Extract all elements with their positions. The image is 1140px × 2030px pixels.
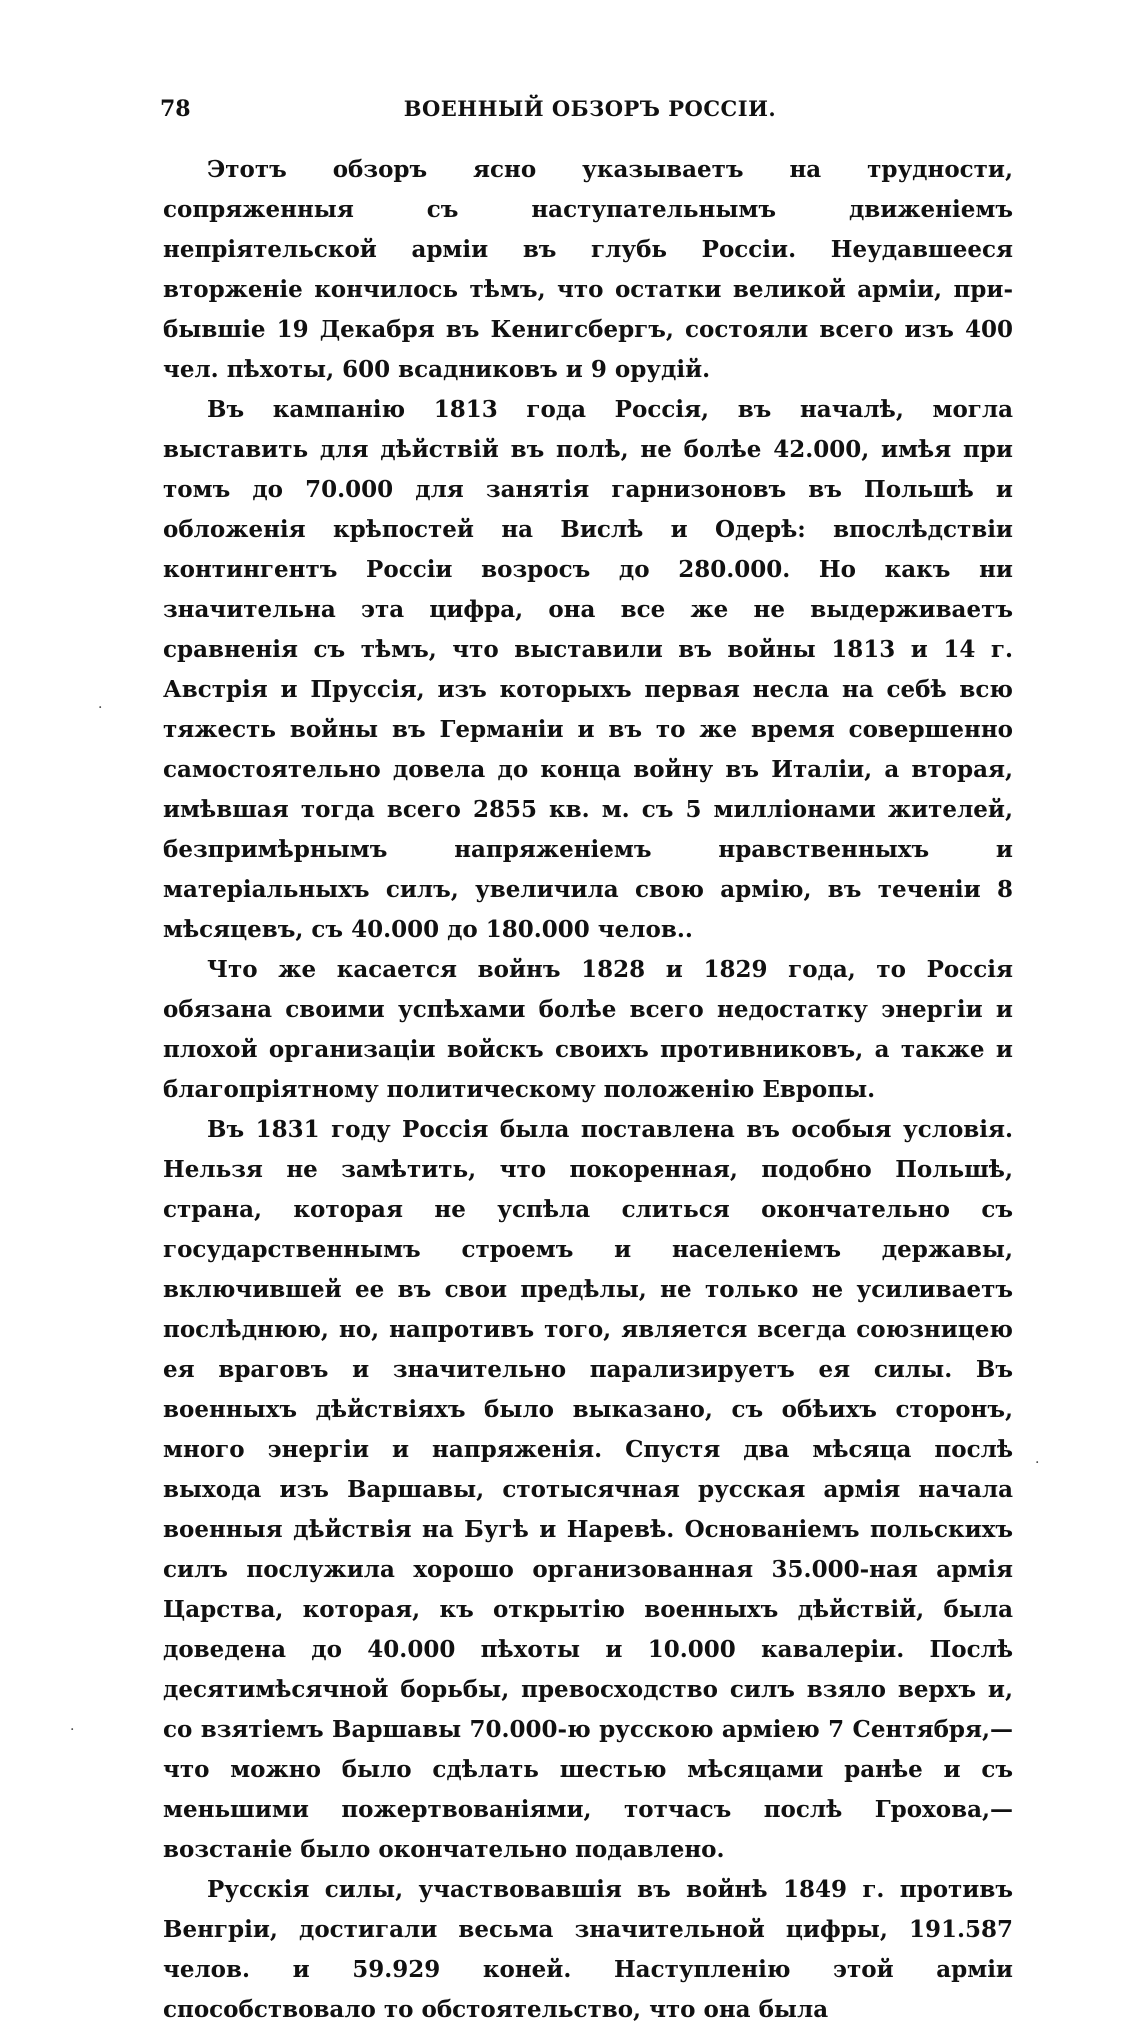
paragraph-1: Этотъ обзоръ ясно указываетъ на трудности, сопряженныя съ наступательнымъ движеніемъ непріятельской арміи въ глубь Россіи. Неудавшееся вторженіе кончилось тѣмъ, что остатки великой арміи, прибывшіе 19 Декабря въ Кенигсбергъ, состояли всего изъ 400 чел. пѣхоты, 600 всадниковъ и 9 орудій. — [163, 156, 1013, 383]
page-header — [160, 90, 1020, 130]
print-speck: · — [98, 700, 103, 716]
paragraph-5: Русскія силы, участвовавшія въ войнѣ 1849 г. противъ Венгріи, достигали весьма значительной цифры, 191.587 челов. и 59.929 коней. Наступленію этой арміи способствовало то обстоятельство, что она была — [163, 1876, 1013, 2023]
paragraph-4: Въ 1831 году Россія была поставлена въ особыя условія. Нельзя не замѣтить, что покоренная, подобно Польшѣ, страна, которая не успѣла слиться окончательно съ государственнымъ строемъ и населеніемъ державы, включившей ее въ свои предѣлы, не только не усиливаетъ послѣднюю, но, напротивъ того, является всегда союзницею ея враговъ и значительно парализируетъ ея силы. Въ военныхъ дѣйствіяхъ было выказано, съ обѣихъ сторонъ, много энергіи и напряженія. Спустя два мѣсяца послѣ выхода изъ Варшавы, стотысячная русская армія начала военныя дѣйствія на Бугѣ и Наревѣ. Основаніемъ польскихъ силъ послужила хорошо организованная 35.000-ная армія Царства, которая, къ открытію военныхъ дѣйствій, была доведена до 40.000 пѣхоты и 10.000 кавалеріи. Послѣ десятимѣсячной борьбы, превосходство силъ взяло верхъ и, со взятіемъ Варшавы 70.000-ю русскою арміею 7 Сентября,—что можно было сдѣлать шестью мѣсяцами ранѣе и съ меньшими пожертвованіями, тотчасъ послѣ Грохова,—возстаніе было окончательно подавлено. — [163, 1116, 1013, 1863]
paragraph-3: Что же касается войнъ 1828 и 1829 года, то Россія обязана своими успѣхами болѣе всего недостатку энергіи и плохой организаціи войскъ своихъ противниковъ, а также и благопріятному политическому положенію Европы. — [163, 956, 1013, 1103]
page-body — [163, 150, 1013, 2030]
running-title: ВОЕННЫЙ ОБЗОРЪ РОССІИ. — [403, 96, 777, 121]
paragraph-2: Въ кампанію 1813 года Россія, въ началѣ, могла выставить для дѣйствій въ полѣ, не болѣе 42.000, имѣя при томъ до 70.000 для занятія гарнизоновъ въ Польшѣ и обложенія крѣпостей на Вислѣ и Одерѣ: впослѣдствіи контингентъ Россіи возросъ до 280.000. Но какъ ни значительна эта цифра, она все же не выдерживаетъ сравненія съ тѣмъ, что выставили въ войны 1813 и 14 г. Австрія и Пруссія, изъ которыхъ первая несла на себѣ всю тяжесть войны въ Германіи и въ то же время совершенно самостоятельно довела до конца войну въ Италіи, а вторая, имѣвшая тогда всего 2855 кв. м. съ 5 милліонами жителей, безпримѣрнымъ напряженіемъ нравственныхъ и матеріальныхъ силъ, увеличила свою армію, въ теченіи 8 мѣсяцевъ, съ 40.000 до 180.000 челов.. — [163, 396, 1013, 943]
print-speck: · — [70, 1722, 75, 1738]
print-speck: · — [1035, 1455, 1040, 1471]
page-number: 78 — [160, 96, 191, 122]
